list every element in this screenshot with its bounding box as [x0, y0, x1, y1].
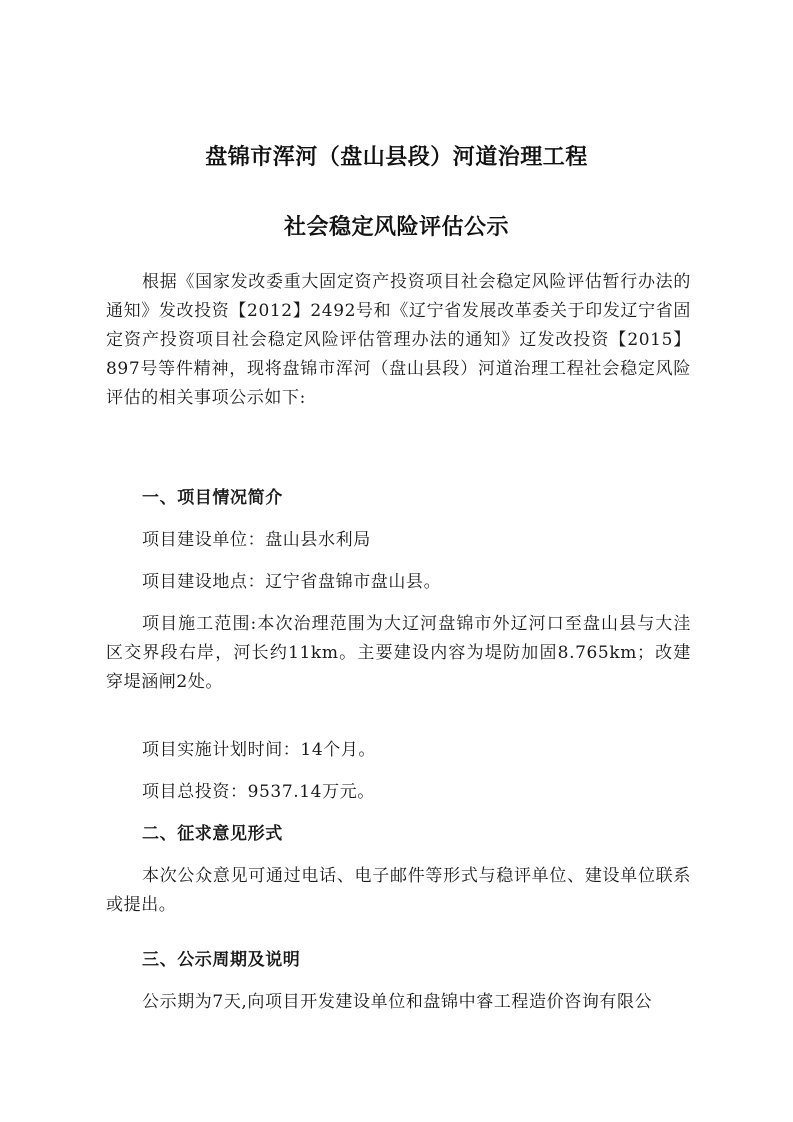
section2-body: 本次公众意见可通过电话、电子邮件等形式与稳评单位、建设单位联系或提出。	[106, 866, 691, 915]
document-title-line2: 社会稳定风险评估公示	[283, 215, 509, 240]
project-schedule: 项目实施计划时间：14个月。	[142, 740, 377, 760]
project-investment: 项目总投资：9537.14万元。	[142, 782, 375, 802]
project-scope: 项目施工范围:本次治理范围为大辽河盘锦市外辽河口至盘山县与大洼区交界段右岸，河长约11km。主要建设内容为堤防加固8.765km；改建穿堤涵闸2处。	[106, 614, 691, 692]
section1-heading: 一、项目情况简介	[142, 488, 283, 508]
project-location: 项目建设地点：辽宁省盘锦市盘山县。	[142, 572, 442, 592]
section3-body: 公示期为7天,向项目开发建设单位和盘锦中睿工程造价咨询有限公	[142, 992, 653, 1012]
document-title-line1: 盘锦市浑河（盘山县段）河道治理工程	[205, 145, 588, 170]
section3-heading: 三、公示周期及说明	[142, 950, 301, 970]
project-unit: 项目建设单位：盘山县水利局	[142, 530, 371, 550]
section2-heading: 二、征求意见形式	[142, 824, 283, 844]
intro-paragraph: 根据《国家发改委重大固定资产投资项目社会稳定风险评估暂行办法的通知》发改投资【2012】2492号和《辽宁省发展改革委关于印发辽宁省固定资产投资项目社会稳定风险评估管理办法的通知》辽发改投资【2015】897号等件精神，现将盘锦市浑河（盘山县段）河道治理工程社会稳定风险评估的相关事项公示如下:	[106, 272, 691, 408]
